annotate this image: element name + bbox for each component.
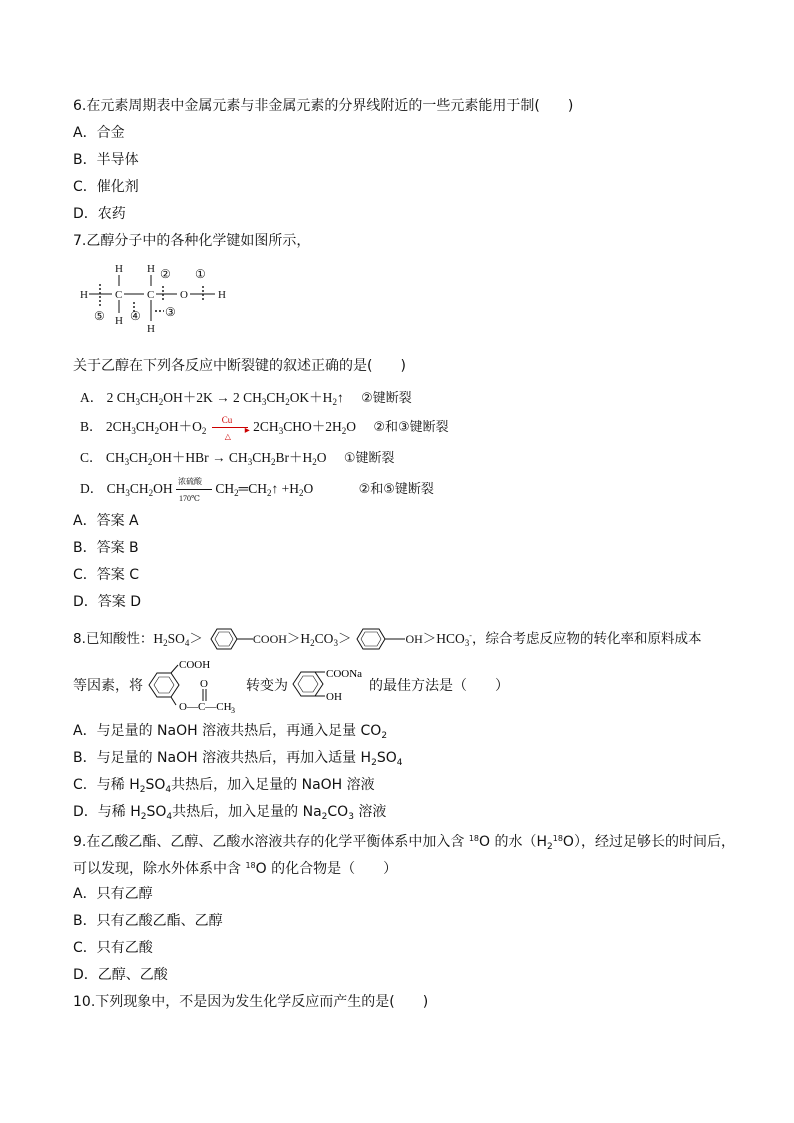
atom-h-bottom2: H bbox=[147, 323, 155, 335]
phenol-ring bbox=[351, 626, 405, 652]
reaction-c: C． $CH_3CH_2OH+HBr \to CH_3CH_2Br+H_2O$ ①键断裂 bbox=[80, 450, 395, 467]
q9-option-a[interactable]: A．只有乙醇 bbox=[73, 886, 153, 902]
q8-stem: 8.已知酸性：$H_2SO_4>$ $COOH>H_2CO_3> OH>HCO_3^-$，综合考虑反应物的转化率和原料成本 bbox=[73, 626, 701, 652]
reaction-b: B． $2CH_3CH_2OH+O_2$ Cu ▸ △ $2CH_3CHO+2H_2O$ ②和③键断裂 bbox=[80, 418, 449, 440]
condition-temp: 170℃ bbox=[179, 493, 200, 503]
aspirin-ester: O—C—CH bbox=[179, 701, 232, 713]
q6-option-c[interactable]: C．催化剂 bbox=[73, 179, 139, 195]
reaction-a-label: A． bbox=[80, 390, 104, 405]
q7-option-a[interactable]: A．答案 A bbox=[73, 513, 139, 529]
ethanol-bond-diagram bbox=[72, 258, 242, 342]
q7-question: 关于乙醇在下列各反应中断裂键的叙述正确的是( ) bbox=[73, 358, 406, 374]
q7-option-c[interactable]: C．答案 C bbox=[73, 567, 140, 583]
bond-label-5: ⑤ bbox=[94, 309, 105, 323]
reaction-b-note: ②和③键断裂 bbox=[373, 420, 449, 435]
bond-label-4: ④ bbox=[130, 309, 141, 323]
reaction-c-note: ①键断裂 bbox=[343, 451, 395, 466]
q8-option-a[interactable]: A．与足量的 NaOH 溶液共热后，再通入足量 $CO_2$ bbox=[73, 723, 388, 741]
bond-label-2: ② bbox=[160, 267, 171, 281]
heat-symbol: △ bbox=[224, 431, 231, 441]
q8-line2-suffix: 的最佳方法是（ ） bbox=[369, 678, 509, 694]
q10-stem: 10.下列现象中，不是因为发生化学反应而产生的是( ) bbox=[73, 994, 429, 1010]
reaction-a-note: ②键断裂 bbox=[361, 391, 412, 406]
q8-option-b[interactable]: B．与足量的 NaOH 溶液共热后，再加入适量 $H_2SO_4$ bbox=[73, 750, 403, 768]
q8-option-d[interactable]: D．与稀 $H_2SO_4$共热后，加入足量的 $Na_2CO_3$ 溶液 bbox=[73, 804, 387, 822]
q8-cooh-label: COOH bbox=[252, 632, 287, 646]
svg-text:3: 3 bbox=[231, 706, 235, 715]
q8-line2-prefix: 等因素，将 bbox=[73, 678, 143, 694]
reaction-c-label: C． bbox=[80, 450, 103, 465]
catalyst-cu: Cu bbox=[221, 414, 233, 425]
reaction-b-label: B． bbox=[80, 419, 103, 434]
q8-oh-label: OH bbox=[405, 632, 423, 646]
atom-h-right: H bbox=[218, 289, 226, 301]
reaction-a: A． 2 $CH_3CH_2OH+2K \to 2$ $CH_3CH_2OK+H_2↑$ ②键断裂 bbox=[80, 390, 412, 407]
atom-h-left: H bbox=[80, 289, 88, 301]
q7-option-b[interactable]: B．答案 B bbox=[73, 540, 139, 556]
q8-option-c[interactable]: C．与稀 $H_2SO_4$共热后，加入足量的 NaOH 溶液 bbox=[73, 777, 375, 795]
condition-acid: 浓硫酸 bbox=[178, 476, 203, 486]
atom-h-top2: H bbox=[147, 263, 155, 275]
bond-label-3: ③ bbox=[165, 305, 176, 319]
bond-label-1: ① bbox=[195, 267, 206, 281]
q9-option-c[interactable]: C．只有乙酸 bbox=[73, 940, 153, 956]
reaction-d-arrow bbox=[176, 476, 212, 503]
salicylate-coona: COONa bbox=[326, 668, 363, 680]
benzoic-acid-ring bbox=[203, 626, 253, 652]
aspirin-structure bbox=[143, 657, 238, 715]
reaction-d-note: ②和⑤键断裂 bbox=[358, 482, 434, 497]
reaction-b-arrow: Cu ▸ △ bbox=[210, 419, 250, 437]
q6-stem: 6.在元素周期表中金属元素与非金属元素的分界线附近的一些元素能用于制( ) bbox=[73, 98, 574, 114]
atom-c2: C bbox=[147, 289, 155, 301]
q7-option-d[interactable]: D．答案 D bbox=[73, 594, 142, 610]
reaction-d: D． $CH_3CH_2OH$ 浓硫酸 170℃ $CH_2═CH_2↑ +H_2O$ ②和⑤键断裂 bbox=[80, 480, 434, 502]
q6-option-a[interactable]: A．合金 bbox=[73, 125, 125, 141]
q9-line2: 可以发现，除水外体系中含 $^{18}$O 的化合物是（ ） bbox=[73, 861, 398, 877]
q9-option-d[interactable]: D．乙醇、乙酸 bbox=[73, 967, 168, 983]
atom-c1: C bbox=[115, 289, 123, 301]
q6-option-d[interactable]: D．农药 bbox=[73, 206, 126, 222]
q9-option-b[interactable]: B．只有乙酸乙酯、乙醇 bbox=[73, 913, 223, 929]
q6-option-b[interactable]: B．半导体 bbox=[73, 152, 139, 168]
q9-line1: 9.在乙酸乙酯、乙醇、乙酸水溶液共存的化学平衡体系中加入含 $^{18}$O 的水$(H_2^{18}O)$，经过足够长的时间后， bbox=[73, 834, 735, 852]
q8-stem-prefix: 8.已知酸性： bbox=[73, 631, 154, 647]
atom-h-top1: H bbox=[115, 263, 123, 275]
q8-stem-suffix: ，综合考虑反应物的转化率和原料成本 bbox=[471, 631, 702, 647]
atom-o: O bbox=[180, 289, 188, 301]
atom-h-bottom1: H bbox=[115, 315, 123, 327]
aspirin-carbonyl-o: O bbox=[200, 678, 208, 690]
aspirin-cooh: COOH bbox=[179, 659, 211, 671]
q7-stem: 7.乙醇分子中的各种化学键如图所示， bbox=[73, 233, 311, 249]
q8-line2-mid: 转变为 bbox=[246, 678, 288, 694]
sodium-salicylate-structure bbox=[289, 664, 369, 704]
reaction-d-label: D． bbox=[80, 481, 104, 496]
salicylate-oh: OH bbox=[326, 691, 342, 703]
